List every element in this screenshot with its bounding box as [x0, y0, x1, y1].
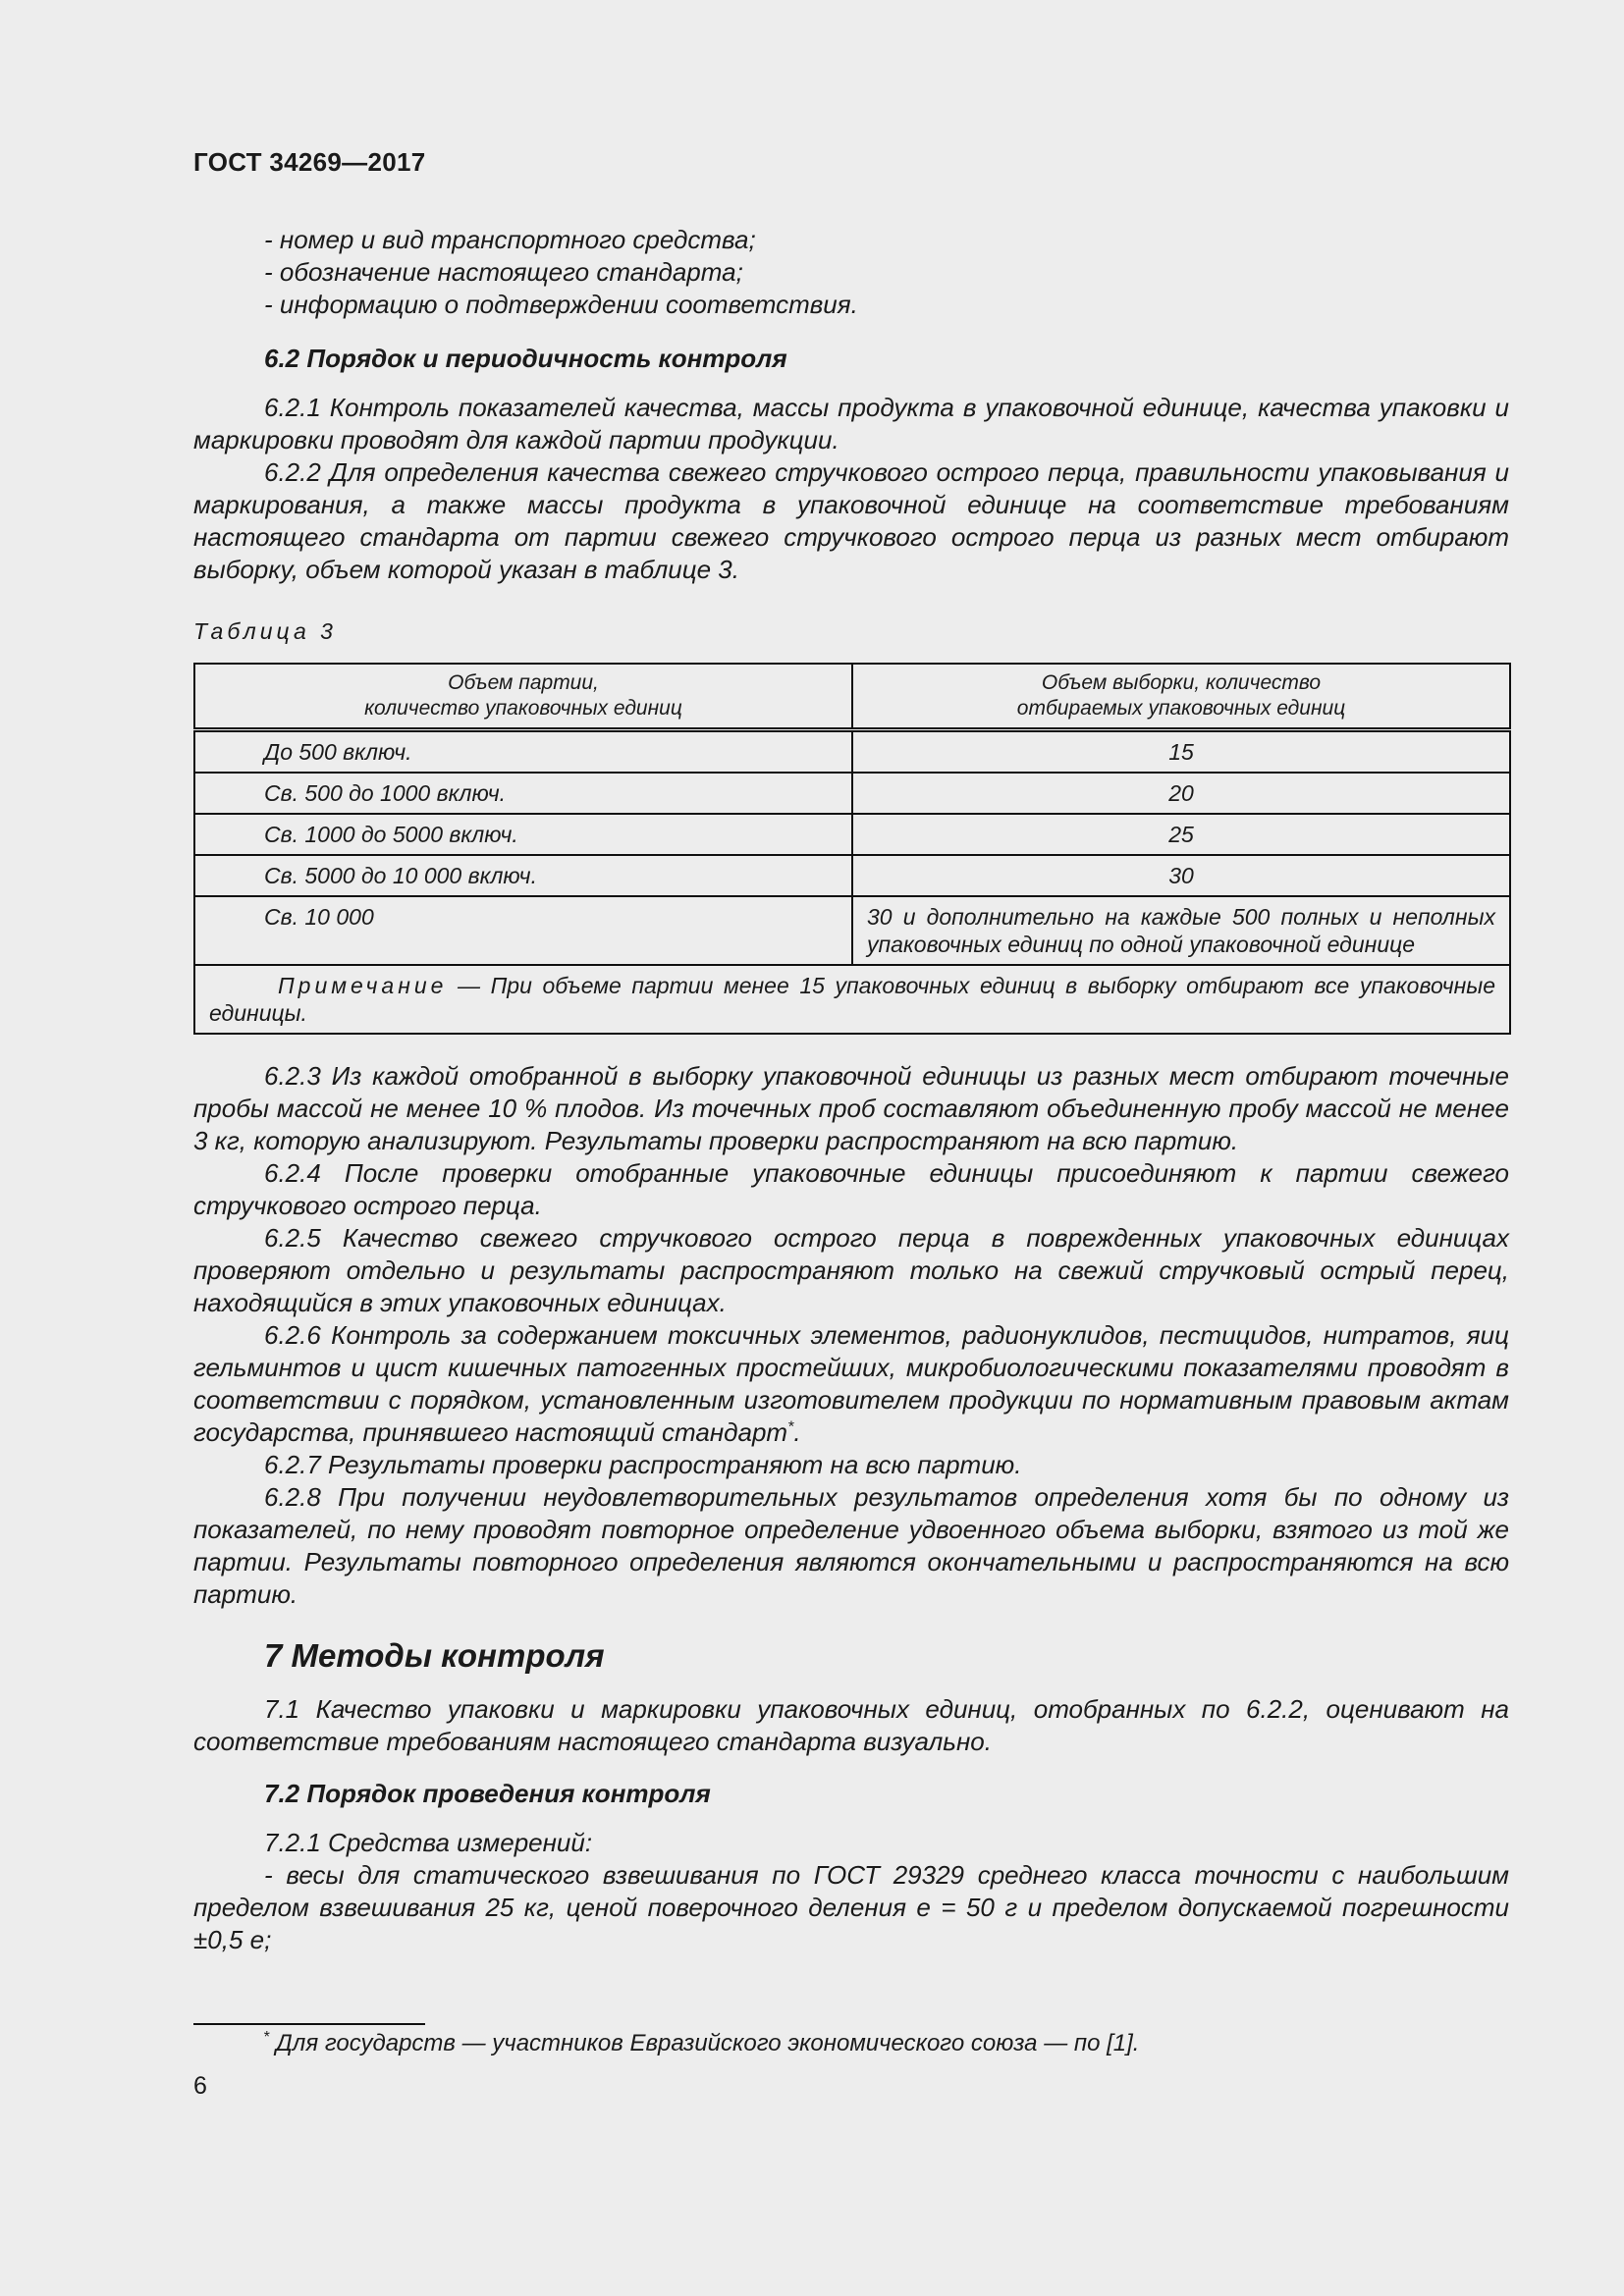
note-label: Примечание: [278, 973, 448, 998]
table-3: [193, 663, 1511, 1035]
header-text: отбираемых упаковочных единиц: [1016, 697, 1346, 720]
paragraph-7-2-1: 7.2.1 Средства измерений:: [264, 1828, 593, 1857]
header-text: Объем партии,: [448, 671, 599, 694]
paragraph-6-2-3: 6.2.3 Из каждой отобранной в выборку упаковочной единицы из разных мест отбирают точечные пробы массой не менее 10 % плодов. Из точечных проб составляют объединенную пробу массой не менее 3 кг, которую анализируют. Результаты проверки распространяют на всю партию.: [193, 1061, 1509, 1155]
header-text: количество упаковочных единиц: [364, 697, 682, 720]
footnote-mark: *: [263, 2029, 270, 2046]
page-number: 6: [193, 2072, 207, 2100]
paragraph-6-2-4: 6.2.4 После проверки отобранные упаковочные единицы присоединяют к партии свежего стручкового острого перца.: [193, 1158, 1509, 1220]
paragraph-6-2-2: 6.2.2 Для определения качества свежего стручкового острого перца, правильности упаковывания и маркирования, а также массы продукта в упаковочной единице на соответствие требованиям настоящего стандарта от партии свежего стручкового острого перца из разных мест отбирают выборку, объем которой указан в таблице 3.: [193, 457, 1509, 584]
footnote-reference: *: [787, 1418, 794, 1436]
list-item: - весы для статического взвешивания по ГОСТ 29329 среднего класса точности с наибольшим пределом взвешивания 25 кг, ценой поверочного деления е = 50 г и пределом допускаемой погрешности ±0,5 е;: [193, 1860, 1509, 1954]
paragraph-text: 6.2.6 Контроль за содержанием токсичных элементов, радионуклидов, пестицидов, нитратов, яиц гельминтов и цист кишечных патогенных простейших, микробиологическими показателями проводят в соответствии с порядком, установленным изготовителем продукции по нормативным правовым актам государства, принявшего настоящий стандарт: [193, 1320, 1509, 1447]
table-header-sample: [852, 664, 1510, 730]
table-row: [194, 896, 1510, 965]
section-6-2-heading: 6.2 Порядок и периодичность контроля: [264, 344, 787, 373]
paragraph-6-2-1: 6.2.1 Контроль показателей качества, массы продукта в упаковочной единице, качества упаковки и маркировки проводят для каждой партии продукции.: [193, 393, 1509, 454]
table-cell-lot: Св. 500 до 1000 включ.: [194, 773, 852, 814]
table-cell-sample: 15: [852, 730, 1510, 774]
paragraph-6-2-8: 6.2.8 При получении неудовлетворительных результатов определения хотя бы по одному из показателей, по нему проводят повторное определение удвоенного объема выборки, взятого из той же партии. Результаты повторного определения являются окончательными и распространяются на всю партию.: [193, 1482, 1509, 1609]
list-item: - информацию о подтверждении соответствия.: [264, 290, 858, 319]
footnote-divider: [193, 2023, 425, 2025]
section-7-heading: 7 Методы контроля: [264, 1637, 605, 1674]
table-cell-lot: До 500 включ.: [194, 730, 852, 774]
table-cell-sample: 25: [852, 814, 1510, 855]
table-cell-lot: Св. 1000 до 5000 включ.: [194, 814, 852, 855]
table-cell-lot: Св. 10 000: [194, 896, 852, 965]
paragraph-6-2-5: 6.2.5 Качество свежего стручкового острого перца в поврежденных упаковочных единицах проверяют отдельно и результаты распространяют только на свежий стручковый острый перец, находящийся в этих упаковочных единицах.: [193, 1223, 1509, 1317]
list-item: - номер и вид транспортного средства;: [264, 225, 756, 254]
paragraph-text: .: [793, 1417, 801, 1447]
table-note-row: [194, 965, 1510, 1034]
table-row: [194, 773, 1510, 814]
table-row: [194, 730, 1510, 774]
paragraph-6-2-7: 6.2.7 Результаты проверки распространяют на всю партию.: [264, 1450, 1022, 1479]
note-text: — При объеме партии менее 15 упаковочных единиц в выборку отбирают все упаковочные единицы.: [209, 973, 1495, 1026]
table-cell-lot: Св. 5000 до 10 000 включ.: [194, 855, 852, 896]
table-row: [194, 855, 1510, 896]
table-cell-sample: 30: [852, 855, 1510, 896]
table-row: [194, 814, 1510, 855]
table-cell-sample: 30 и дополнительно на каждые 500 полных и неполных упаковочных единиц по одной упаковочной единице: [852, 896, 1510, 965]
header-text: Объем выборки, количество: [1041, 671, 1322, 694]
document-header: ГОСТ 34269—2017: [193, 147, 426, 177]
list-item: - обозначение настоящего стандарта;: [264, 257, 743, 287]
paragraph-6-2-6: [193, 1319, 1509, 1449]
paragraph-7-1: 7.1 Качество упаковки и маркировки упаковочных единиц, отобранных по 6.2.2, оценивают на соответствие требованиям настоящего стандарта визуально.: [193, 1694, 1509, 1756]
table-header-row: [194, 664, 1510, 730]
table-cell-sample: 20: [852, 773, 1510, 814]
section-7-2-heading: 7.2 Порядок проведения контроля: [264, 1779, 711, 1808]
footnote: [263, 2030, 1139, 2057]
table-note: [194, 965, 1510, 1034]
footnote-text: Для государств — участников Евразийского экономического союза — по [1].: [269, 2030, 1140, 2056]
document-body: [193, 224, 1509, 1956]
table-header-lot: [194, 664, 852, 730]
table-caption: Таблица 3: [193, 618, 337, 644]
